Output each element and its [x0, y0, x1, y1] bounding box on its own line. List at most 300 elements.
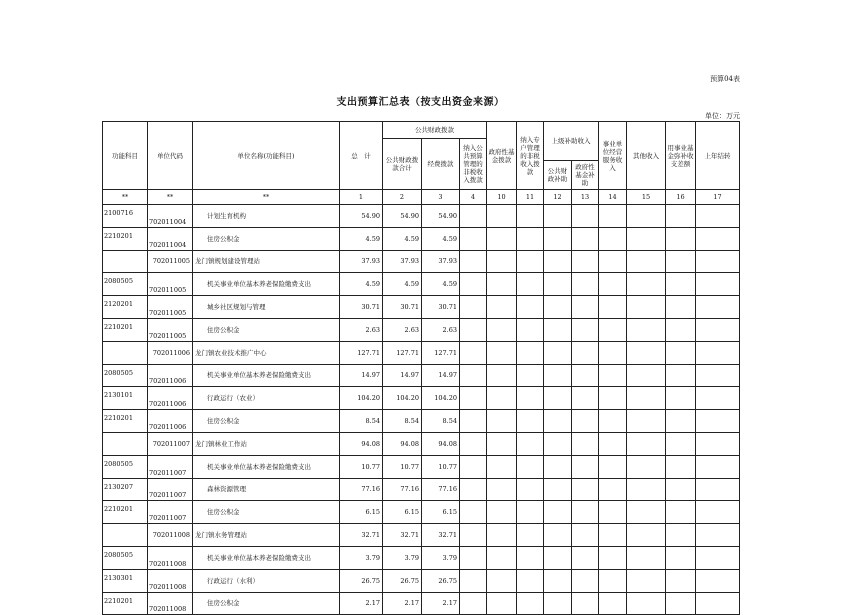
empty-cell	[666, 546, 696, 569]
empty-cell	[599, 569, 627, 592]
total-cell: 2.17	[340, 592, 383, 615]
empty-cell	[627, 569, 666, 592]
empty-cell	[572, 387, 599, 410]
empty-cell	[627, 364, 666, 387]
header-funding: 经费拨款	[422, 139, 460, 190]
table-row	[103, 296, 740, 319]
empty-cell	[572, 296, 599, 319]
pf-total-cell: 37.93	[383, 250, 422, 273]
unit-code-cell: 702011006	[148, 410, 193, 433]
total-cell: 127.71	[340, 341, 383, 364]
empty-cell	[487, 296, 517, 319]
empty-cell	[599, 364, 627, 387]
empty-cell	[696, 524, 740, 547]
unit-code-cell: 702011008	[148, 546, 193, 569]
empty-cell	[517, 432, 544, 455]
pf-total-cell: 94.08	[383, 432, 422, 455]
table-row	[103, 592, 740, 615]
total-cell: 54.90	[340, 205, 383, 228]
func-subject-cell: 2080505	[103, 273, 148, 296]
index-cell: 14	[599, 190, 627, 205]
empty-cell	[627, 205, 666, 228]
unit-name-cell: 机关事业单位基本养老保险缴费支出	[193, 273, 340, 296]
empty-cell	[696, 592, 740, 615]
empty-cell	[572, 455, 599, 478]
empty-cell	[599, 592, 627, 615]
empty-cell	[696, 364, 740, 387]
funding-cell: 10.77	[422, 455, 460, 478]
header-gov-fund: 政府性基金拨款	[487, 122, 517, 190]
empty-cell	[544, 569, 572, 592]
empty-cell	[666, 455, 696, 478]
total-cell: 14.97	[340, 364, 383, 387]
empty-cell	[627, 455, 666, 478]
unit-code-cell: 702011007	[148, 478, 193, 501]
index-cell: 17	[696, 190, 740, 205]
empty-cell	[487, 410, 517, 433]
funding-cell: 77.16	[422, 478, 460, 501]
empty-cell	[599, 432, 627, 455]
empty-cell	[572, 592, 599, 615]
empty-cell	[460, 205, 487, 228]
empty-cell	[544, 273, 572, 296]
func-subject-cell: 2080505	[103, 364, 148, 387]
funding-cell: 14.97	[422, 364, 460, 387]
empty-cell	[544, 205, 572, 228]
unit-name-cell: 机关事业单位基本养老保险缴费支出	[193, 546, 340, 569]
empty-cell	[487, 478, 517, 501]
empty-cell	[544, 364, 572, 387]
table-row	[103, 501, 740, 524]
empty-cell	[627, 410, 666, 433]
total-cell: 104.20	[340, 387, 383, 410]
unit-name-cell: 行政运行（水利）	[193, 569, 340, 592]
func-subject-cell: 2130207	[103, 478, 148, 501]
unit-name-cell: 住房公积金	[193, 318, 340, 341]
header-special-account: 纳入专户管理的非税收入拨款	[517, 122, 544, 190]
empty-cell	[666, 250, 696, 273]
empty-cell	[627, 318, 666, 341]
unit-name-cell: 龙门镇农业技术推广中心	[193, 341, 340, 364]
empty-cell	[572, 205, 599, 228]
header-superior: 上级补助收入	[544, 122, 599, 161]
empty-cell	[696, 250, 740, 273]
table-row	[103, 250, 740, 273]
index-cell: **	[193, 190, 340, 205]
table-row	[103, 205, 740, 228]
total-cell: 10.77	[340, 455, 383, 478]
page-title: 支出预算汇总表（按支出资金来源）	[336, 97, 505, 108]
empty-cell	[572, 364, 599, 387]
empty-cell	[517, 569, 544, 592]
empty-cell	[666, 341, 696, 364]
empty-cell	[572, 478, 599, 501]
empty-cell	[599, 455, 627, 478]
empty-cell	[627, 432, 666, 455]
index-cell: 13	[572, 190, 599, 205]
unit-code-cell: 702011005	[148, 273, 193, 296]
funding-cell: 8.54	[422, 410, 460, 433]
empty-cell	[666, 227, 696, 250]
empty-cell	[627, 227, 666, 250]
empty-cell	[517, 296, 544, 319]
table-row	[103, 478, 740, 501]
empty-cell	[487, 524, 517, 547]
empty-cell	[666, 364, 696, 387]
empty-cell	[517, 501, 544, 524]
header-public-finance: 公共财政拨款	[383, 122, 487, 139]
empty-cell	[599, 524, 627, 547]
func-subject-cell: 2210201	[103, 592, 148, 615]
empty-cell	[627, 592, 666, 615]
unit-code-cell: 702011007	[148, 432, 193, 455]
total-cell: 26.75	[340, 569, 383, 592]
empty-cell	[487, 455, 517, 478]
empty-cell	[517, 341, 544, 364]
func-subject-cell: 2120201	[103, 296, 148, 319]
empty-cell	[696, 227, 740, 250]
budget-table	[102, 121, 740, 615]
index-cell: 10	[487, 190, 517, 205]
empty-cell	[666, 273, 696, 296]
empty-cell	[696, 478, 740, 501]
empty-cell	[696, 501, 740, 524]
funding-cell: 4.59	[422, 227, 460, 250]
empty-cell	[627, 546, 666, 569]
total-cell: 8.54	[340, 410, 383, 433]
unit-name-cell: 住房公积金	[193, 227, 340, 250]
total-cell: 4.59	[340, 227, 383, 250]
unit-code-cell: 702011005	[148, 318, 193, 341]
header-biz-income: 事业单位经营服务收入	[599, 122, 627, 190]
empty-cell	[544, 592, 572, 615]
pf-total-cell: 2.63	[383, 318, 422, 341]
empty-cell	[487, 432, 517, 455]
index-cell: **	[103, 190, 148, 205]
pf-total-cell: 2.17	[383, 592, 422, 615]
func-subject-cell	[103, 250, 148, 273]
total-cell: 30.71	[340, 296, 383, 319]
pf-total-cell: 4.59	[383, 227, 422, 250]
table-row	[103, 569, 740, 592]
empty-cell	[599, 546, 627, 569]
header-carryover: 上年结转	[696, 122, 740, 190]
header-pf-total: 公共财政拨款合计	[383, 139, 422, 190]
empty-cell	[696, 205, 740, 228]
table-row	[103, 227, 740, 250]
empty-cell	[666, 205, 696, 228]
empty-cell	[460, 455, 487, 478]
pf-total-cell: 77.16	[383, 478, 422, 501]
index-cell: 12	[544, 190, 572, 205]
empty-cell	[487, 546, 517, 569]
header-nontax: 纳入公共预算管理的非税收入拨款	[460, 139, 487, 190]
empty-cell	[544, 296, 572, 319]
empty-cell	[599, 410, 627, 433]
unit-code-cell: 702011006	[148, 387, 193, 410]
funding-cell: 30.71	[422, 296, 460, 319]
header-sup-gov: 政府性基金补助	[572, 161, 599, 190]
empty-cell	[544, 432, 572, 455]
empty-cell	[627, 387, 666, 410]
total-cell: 4.59	[340, 273, 383, 296]
form-number: 预算04表	[710, 75, 740, 83]
empty-cell	[460, 569, 487, 592]
index-cell: 3	[422, 190, 460, 205]
empty-cell	[460, 341, 487, 364]
empty-cell	[544, 455, 572, 478]
func-subject-cell: 2100716	[103, 205, 148, 228]
empty-cell	[627, 296, 666, 319]
empty-cell	[460, 546, 487, 569]
unit-code-cell: 702011004	[148, 205, 193, 228]
table-row	[103, 410, 740, 433]
empty-cell	[696, 387, 740, 410]
unit-name-cell: 龙门镇水务管理站	[193, 524, 340, 547]
empty-cell	[666, 478, 696, 501]
header-unit-code: 单位代码	[148, 122, 193, 190]
empty-cell	[487, 501, 517, 524]
empty-cell	[627, 524, 666, 547]
empty-cell	[599, 478, 627, 501]
empty-cell	[517, 592, 544, 615]
empty-cell	[487, 250, 517, 273]
funding-cell: 54.90	[422, 205, 460, 228]
empty-cell	[666, 387, 696, 410]
unit-name-cell: 城乡社区规划与管理	[193, 296, 340, 319]
funding-cell: 6.15	[422, 501, 460, 524]
pf-total-cell: 104.20	[383, 387, 422, 410]
empty-cell	[544, 524, 572, 547]
empty-cell	[627, 250, 666, 273]
empty-cell	[572, 501, 599, 524]
unit-name-cell: 龙门镇林业工作站	[193, 432, 340, 455]
unit-code-cell: 702011004	[148, 227, 193, 250]
empty-cell	[599, 273, 627, 296]
empty-cell	[599, 501, 627, 524]
empty-cell	[460, 364, 487, 387]
empty-cell	[544, 410, 572, 433]
pf-total-cell: 3.79	[383, 546, 422, 569]
unit-code-cell: 702011008	[148, 569, 193, 592]
header-func-subject: 功能科目	[103, 122, 148, 190]
func-subject-cell: 2130301	[103, 569, 148, 592]
empty-cell	[666, 296, 696, 319]
empty-cell	[572, 227, 599, 250]
empty-cell	[460, 432, 487, 455]
empty-cell	[544, 501, 572, 524]
empty-cell	[666, 318, 696, 341]
pf-total-cell: 8.54	[383, 410, 422, 433]
table-row	[103, 318, 740, 341]
empty-cell	[572, 250, 599, 273]
unit-code-cell: 702011005	[148, 250, 193, 273]
empty-cell	[487, 387, 517, 410]
empty-cell	[666, 410, 696, 433]
total-cell: 77.16	[340, 478, 383, 501]
unit-name-cell: 住房公积金	[193, 410, 340, 433]
total-cell: 37.93	[340, 250, 383, 273]
unit-name-cell: 机关事业单位基本养老保险缴费支出	[193, 455, 340, 478]
empty-cell	[599, 250, 627, 273]
index-cell: 15	[627, 190, 666, 205]
empty-cell	[572, 341, 599, 364]
unit-code-cell: 702011006	[148, 341, 193, 364]
empty-cell	[544, 478, 572, 501]
empty-cell	[460, 592, 487, 615]
empty-cell	[627, 478, 666, 501]
func-subject-cell: 2080505	[103, 455, 148, 478]
table-row	[103, 364, 740, 387]
empty-cell	[487, 227, 517, 250]
empty-cell	[696, 296, 740, 319]
total-cell: 3.79	[340, 546, 383, 569]
empty-cell	[696, 318, 740, 341]
empty-cell	[666, 569, 696, 592]
empty-cell	[696, 341, 740, 364]
unit-name-cell: 住房公积金	[193, 592, 340, 615]
empty-cell	[460, 227, 487, 250]
empty-cell	[517, 546, 544, 569]
unit-code-cell: 702011008	[148, 592, 193, 615]
empty-cell	[696, 546, 740, 569]
empty-cell	[666, 524, 696, 547]
pf-total-cell: 127.71	[383, 341, 422, 364]
funding-cell: 32.71	[422, 524, 460, 547]
index-cell: 2	[383, 190, 422, 205]
unit-code-cell: 702011006	[148, 364, 193, 387]
empty-cell	[572, 410, 599, 433]
table-row	[103, 455, 740, 478]
index-cell: 4	[460, 190, 487, 205]
empty-cell	[460, 250, 487, 273]
empty-cell	[599, 341, 627, 364]
unit-name-cell: 森林资源管理	[193, 478, 340, 501]
index-cell: 1	[340, 190, 383, 205]
empty-cell	[627, 341, 666, 364]
table-row	[103, 546, 740, 569]
unit-name-cell: 住房公积金	[193, 501, 340, 524]
pf-total-cell: 30.71	[383, 296, 422, 319]
empty-cell	[517, 205, 544, 228]
index-cell: 16	[666, 190, 696, 205]
funding-cell: 94.08	[422, 432, 460, 455]
empty-cell	[517, 364, 544, 387]
empty-cell	[517, 318, 544, 341]
funding-cell: 2.63	[422, 318, 460, 341]
total-cell: 2.63	[340, 318, 383, 341]
empty-cell	[487, 569, 517, 592]
empty-cell	[696, 569, 740, 592]
funding-cell: 26.75	[422, 569, 460, 592]
empty-cell	[572, 524, 599, 547]
empty-cell	[460, 478, 487, 501]
func-subject-cell	[103, 524, 148, 547]
header-other-income: 其他收入	[627, 122, 666, 190]
unit-name-cell: 龙门镇规划建设管理站	[193, 250, 340, 273]
unit-label: 单位：万元	[705, 112, 740, 120]
empty-cell	[572, 546, 599, 569]
empty-cell	[460, 296, 487, 319]
pf-total-cell: 26.75	[383, 569, 422, 592]
empty-cell	[544, 546, 572, 569]
empty-cell	[487, 364, 517, 387]
pf-total-cell: 14.97	[383, 364, 422, 387]
empty-cell	[460, 387, 487, 410]
table-row	[103, 273, 740, 296]
empty-cell	[517, 387, 544, 410]
empty-cell	[599, 387, 627, 410]
empty-cell	[599, 205, 627, 228]
func-subject-cell: 2210201	[103, 410, 148, 433]
funding-cell: 4.59	[422, 273, 460, 296]
table-row	[103, 432, 740, 455]
empty-cell	[487, 318, 517, 341]
header-biz-fund: 用事业基金弥补收支差额	[666, 122, 696, 190]
empty-cell	[544, 341, 572, 364]
empty-cell	[599, 318, 627, 341]
table-row	[103, 341, 740, 364]
pf-total-cell: 6.15	[383, 501, 422, 524]
funding-cell: 37.93	[422, 250, 460, 273]
empty-cell	[666, 501, 696, 524]
func-subject-cell	[103, 432, 148, 455]
empty-cell	[572, 318, 599, 341]
unit-name-cell: 行政运行（农业）	[193, 387, 340, 410]
empty-cell	[572, 273, 599, 296]
empty-cell	[517, 273, 544, 296]
empty-cell	[517, 524, 544, 547]
func-subject-cell: 2210201	[103, 501, 148, 524]
empty-cell	[517, 455, 544, 478]
func-subject-cell	[103, 341, 148, 364]
pf-total-cell: 10.77	[383, 455, 422, 478]
empty-cell	[460, 501, 487, 524]
empty-cell	[517, 250, 544, 273]
header-unit-name: 单位名称(功能科目)	[193, 122, 340, 190]
empty-cell	[666, 592, 696, 615]
empty-cell	[517, 410, 544, 433]
pf-total-cell: 54.90	[383, 205, 422, 228]
unit-code-cell: 702011007	[148, 501, 193, 524]
empty-cell	[627, 501, 666, 524]
empty-cell	[599, 227, 627, 250]
unit-code-cell: 702011005	[148, 296, 193, 319]
empty-cell	[599, 296, 627, 319]
empty-cell	[460, 524, 487, 547]
func-subject-cell: 2080505	[103, 546, 148, 569]
empty-cell	[696, 455, 740, 478]
empty-cell	[487, 273, 517, 296]
empty-cell	[696, 432, 740, 455]
empty-cell	[544, 318, 572, 341]
unit-name-cell: 计划生育机构	[193, 205, 340, 228]
total-cell: 32.71	[340, 524, 383, 547]
funding-cell: 104.20	[422, 387, 460, 410]
func-subject-cell: 2130101	[103, 387, 148, 410]
index-row	[103, 190, 740, 205]
empty-cell	[487, 205, 517, 228]
index-cell: **	[148, 190, 193, 205]
empty-cell	[696, 410, 740, 433]
empty-cell	[517, 227, 544, 250]
header-total: 总 计	[340, 122, 383, 190]
table-row	[103, 387, 740, 410]
funding-cell: 3.79	[422, 546, 460, 569]
empty-cell	[460, 273, 487, 296]
func-subject-cell: 2210201	[103, 318, 148, 341]
empty-cell	[544, 250, 572, 273]
